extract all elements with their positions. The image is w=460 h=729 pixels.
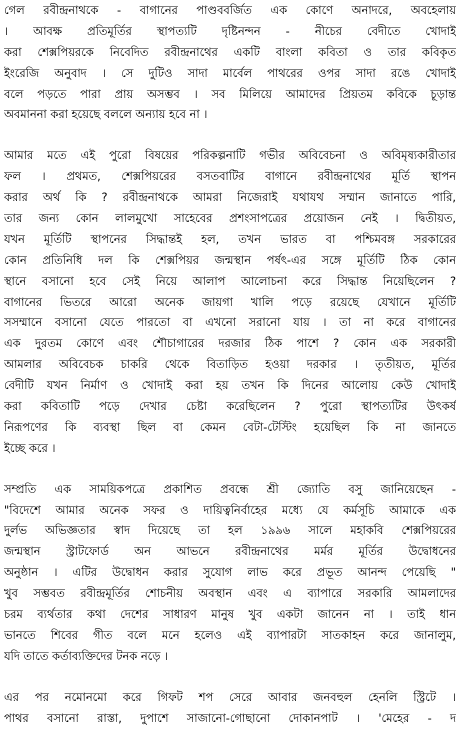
- text-line: আমার মতে এই পুরো বিষয়ের পরিকল্পনাটি গভীর অবিবেচনা ও অবিমৃষ্যকারীতার: [4, 148, 456, 163]
- paragraph-quotation: [4, 479, 456, 667]
- text-line: যখন মূর্তিটি স্থাপনের সিদ্ধান্তই হল, তখন ভারত বা পশ্চিমবঙ্গ সরকারের: [4, 231, 456, 246]
- text-line: তার জন্য কোন লালমুখো সাহেবের প্রশংসাপত্রের প্রয়োজন নেই । দ্বিতীয়ত,: [4, 211, 456, 226]
- text-line: অনুষ্ঠান । এটির উদ্বোধন করার সুযোগ লাভ করে প্রভূত আনন্দ পেয়েছি ": [4, 565, 456, 580]
- text-line: চরম ব্যর্থতার কথা দেশের সাধারণ মানুষ খুব একটা জানেন না । তাই ধান: [4, 607, 456, 622]
- text-line: সসম্মানে বসানো যেতে পারতো বা এখনো সরানো যায় । তা না করে বাগানের: [4, 315, 456, 330]
- text-line: কোন প্রতিনিধি দল কি শেক্সপিয়র জন্মস্থান পর্ষৎ-এর সঙ্গে মূর্তিটি ঠিক কোন: [4, 252, 456, 267]
- text-line: অবমাননা করা হয়েছে বললে অন্যায় হবে না ।: [4, 107, 208, 122]
- text-line: পাথর বসানো রাস্তা, দুপাশে সাজানো-গোছানো দোকানপাট । 'মেহের - দ: [4, 710, 456, 725]
- text-line: সম্প্রতি এক সাময়িকপত্রে প্রকাশিত প্রবন্ধে শ্রী জ্যোতি বসু জানিয়েছেন -: [4, 481, 456, 496]
- text-line: করা কবিতাটি পড়ে দেখার চেষ্টা করেছিলেন ? পুরো স্থাপত্যটির উৎকর্ষ: [4, 399, 456, 414]
- text-line: আমলার অবিবেচক চাকরি থেকে বিতাড়িত হওয়া দরকার । তৃতীয়ত, মূর্তির: [4, 357, 456, 372]
- text-line: এর পর নমোনমো করে গিফট শপ সেরে আবার জনবহুল হেনলি স্ট্রিটে ।: [4, 689, 456, 704]
- paragraph-criticism: [4, 145, 456, 458]
- text-line: ইচ্ছে করে ।: [4, 440, 56, 455]
- text-line: এক দুরতম কোণে এবং শৌচাগারের দরজার ঠিক পাশে ? কোন এক সরকারী: [4, 336, 456, 351]
- text-line: বেদীটি যখন নির্মাণ ও খোদাই করা হয় তখন কি দিনের আলোয় কেউ খোদাই: [4, 378, 456, 393]
- text-line: নিরূপণের কি ব্যবস্থা ছিল বা কেমন বেটা-টেস্টিং হয়েছিল কি না জানতে: [4, 419, 456, 434]
- text-line: "বিদেশে আমার অনেক সফর ও দায়িত্বনির্বাহের মধ্যে যে কর্মসূচি আমাকে এক: [4, 502, 456, 517]
- text-line: বলে পড়তে পারা প্রায় অসম্ভব । সব মিলিয়ে আমাদের প্রিয়তম কবিকে চূড়ান্ত: [4, 86, 456, 101]
- text-line: বাগানের ভিতরে আরো অনেক জায়গা খালি পড়ে রয়েছে যেখানে মূর্তিটি: [4, 294, 456, 309]
- text-line: করার অর্থ কি ? রবীন্দ্রনাথকে আমরা নিজেরাই যথাযথ সম্মান জানাতে পারি,: [4, 190, 456, 205]
- text-line: ইংরেজি অনুবাদ । সে দুটিও সাদা মার্বেল পাথরের ওপর সাদা রঙে খোদাই: [4, 65, 456, 80]
- text-line: গেল রবীন্দ্রনাথকে - বাগানের পাণ্ডববর্জিত এক কোণে অনাদরে, অবহেলায়: [4, 3, 456, 17]
- paragraph-statue-description: [4, 0, 456, 125]
- text-line: জন্মস্থান স্ট্রাটফোর্ড অন আভনে রবীন্দ্রনাথের মর্মর মূর্তির উদ্বোধনের: [4, 544, 456, 559]
- text-line: ফল । প্রথমত, শেক্সপিয়রের বসতবাটির বাগানে রবীন্দ্রনাথের মূর্তি স্থাপন: [4, 169, 456, 184]
- text-line: যদি তাতে কর্তাব্যক্তিদের টনক নড়ে ।: [4, 648, 169, 663]
- text-line: করা শেক্সপিয়রকে নিবেদিত রবীন্দ্রনাথের একটি বাংলা কবিতা ও তার কবিকৃত: [4, 44, 456, 59]
- text-line: । আবক্ষ প্রতিমূর্তির স্থাপত্যটি দৃষ্টিনন্দন - নীচের বেদীতে খোদাই: [4, 23, 456, 38]
- text-line: দুর্লভ অভিজ্ঞতার স্বাদ দিয়েছে তা হল ১৯৯৬ সালে মহাকবি শেক্সপিয়রের: [4, 523, 456, 538]
- paragraph-henley-street: [4, 687, 456, 729]
- text-line: খুব সম্ভবত রবীন্দ্রমূর্তির শোচনীয় অবস্থান এবং এ ব্যাপারে সরকারি আমলাদের: [4, 586, 456, 601]
- text-line: স্থানে বসানো হবে সেই নিয়ে আলাপ আলোচনা করে সিদ্ধান্ত নিয়েছিলেন ?: [4, 273, 456, 288]
- text-line: ভানতে শিবের গীত বলে মনে হলেও এই ব্যাপারটা সাতকাহন করে জানালুম,: [4, 627, 456, 642]
